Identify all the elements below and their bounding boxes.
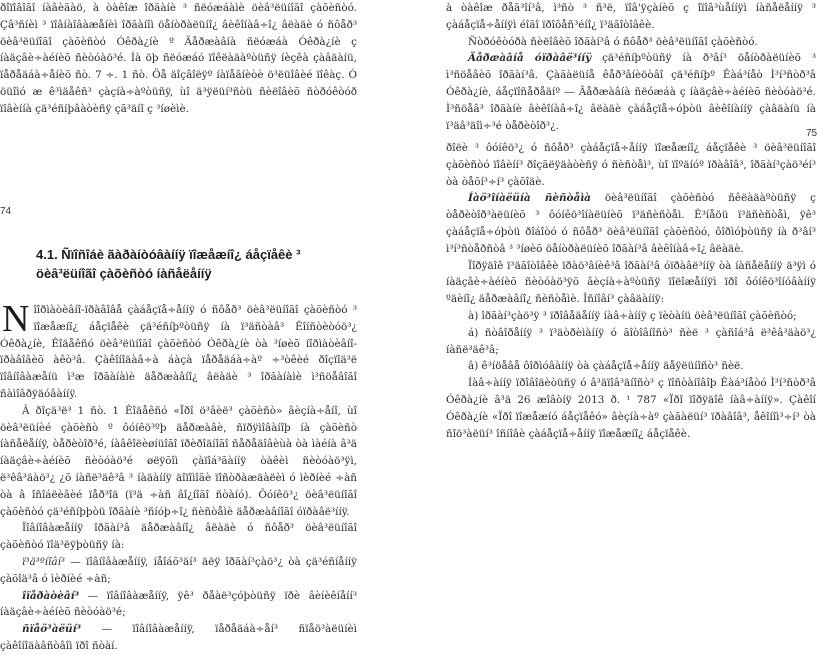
para-1b-text: çä³éñíþºòüñÿ íà ð³âí³ öåíòðàëüíèõ ³ ì³ñöåâèõ îðãàí³â. Çàãàëüíå êåð³âíèöòâî çä³éñíþº Êàá³íåò Ì³í³ñòð³â Óêðà¿íè, áåçïîñåðåäíº — Äåðæàâíà ñëóæáà ç íàäçâè÷àéíèõ ñèòóàö³é. Ì³ñöåâ³ îðãàíè âèêîíàâ÷î¿ âëàäè çàáåçïå÷óþòü âèêîíàííÿ çàâäàíü íà ï³äâ³äîì÷³é òåðèòîð³¿. <box>446 52 816 132</box>
right-para-2b <box>446 190 816 257</box>
section-heading: 4.1. Ñïîñîáè ãàðàíòóâàííÿ ïîæåæíî¿ áåçïåêè ³ öèâ³ëüíîãî çàõèñòó íàñåëåííÿ <box>36 247 301 281</box>
term-1: ï³ä³ºíîâí³ <box>22 555 66 568</box>
right-para-1b <box>446 50 816 134</box>
lead-2: Íàö³îíàëüíà ñèñòåìà <box>468 192 591 205</box>
def-3: — ïîâíîâàæåííÿ, ïåðåäáà÷åí³ ñïåö³àëüíèì çàêîíîäàâñòâîì ïðî ñòàí. <box>0 623 357 652</box>
top-paragraph: ðîïîâîãî íàâèãàö, à òàêîæ îðãàíè ³ ñëóæáàìè öèâ³ëüíîãî çàõèñòó. Çâ³ñíèì ³ ïîâíàîâàæåíèì îðãàíîì öåíòðàëüíî¿ âèêîíàâ÷î¿ âëàäè ó ñôåð³ öèâ³ëüíîãî çàõèñòó Óêðà¿íè º Äåðæàâíà ñëóæáà Óêðà¿íè ç íàäçâè÷àéíèõ ñèòóàö³é. Íà öþ ñëóæáó ïîêëàäàºòüñÿ íèçêà çàâäàíü, ïåðåäáà÷åíèõ ñò. 7 ÷. 1 ñò. Öå äîçâîëÿº íàïåâíèòè ö³ëüîâèé ïîêàç. Ó öüîìó æ ê³ìäåêñ³ çàçíà÷àºòüñÿ, ùî ä³ÿëüí³ñòü ñèëîâèõ ñòðóêòóð ïîâèííà çä³éñíþâàòèñÿ çã³äíî ç ³íøèìè. <box>0 2 357 115</box>
right-para-3: Ïîðÿäîê ï³äãîòîâêè ïðàö³âíèê³â îðãàí³â óïðàâë³ííÿ òà íàñåëåííÿ ä³ÿì ó íàäçâè÷àéíèõ ñèòóàö³ÿõ âèçíà÷àºòüñÿ ïîëîæåííÿì ïðî ôóíêö³îíóâàííÿ ºäèíî¿ äåðæàâíî¿ ñèñòåìè. Îñíîâí³ çàâäàííÿ: <box>446 259 816 306</box>
def-2: — ïîâíîâàæåííÿ, ÿê³ ðåàë³çóþòüñÿ ïðè âèíèêíåíí³ íàäçâè÷àéíèõ ñèòóàö³é; <box>0 589 357 619</box>
term-2: îïåðàòèâí³ <box>22 589 80 602</box>
right-page-top <box>446 0 816 134</box>
para-2b-text: öèâ³ëüíîãî çàõèñòó ñêëàäàºòüñÿ ç òåðèòîð³àëüíèõ ³ ôóíêö³îíàëüíèõ ï³äñèñòåì. Ê³íåöü ï³äñèñòåì, ÿê³ çàáåçïå÷óþòü ðîáîòó ó ñôåð³ öèâ³ëüíîãî çàõèñòó, ôîðìóþòüñÿ íà ð³âí³ ì³í³ñòåðñòâ ³ ³íøèõ öåíòðàëüíèõ îðãàí³â âèêîíàâ÷î¿ âëàäè. <box>446 192 816 255</box>
body-paragraph-3: Ïîâíîâàæåííÿ îðãàí³â äåðæàâíî¿ âëàäè ó ñôåð³ öèâ³ëüíîãî çàõèñòó ïîä³ëÿþòüñÿ íà: <box>0 522 357 552</box>
body-paragraph-1: îîðìàòèâíî-ïðàâîâå çàáåçïå÷åííÿ ó ñôåð³ öèâ³ëüíîãî çàõèñòó ³ ïîæåæíî¿ áåçïåêè çä³éñíþºòüñÿ íà ï³äñòàâ³ Êîíñòèòóö³¿ Óêðà¿íè, Êîäåêñó öèâ³ëüíîãî çàõèñòó Óêðà¿íè òà ³íøèõ íîðìàòèâíî-ïðàâîâèõ àêò³â. Çàêîíîäàâ÷à áàçà ïåðåäáà÷àº ÷³òêèé ðîçïîä³ë ïîâíîâàæåíü ì³æ îðãàíàìè äåðæàâíî¿ âëàäè ³ îðãàíàìè ì³ñöåâîãî ñàìîâðÿäóâàííÿ. <box>0 304 357 400</box>
list-item-c: â) ê³íöåâå ôîðìóâàííÿ òà çàáåçïå÷åííÿ äåÿëüíîñò³ ñèë. <box>468 360 744 373</box>
page-number-right: 75 <box>806 128 817 139</box>
left-page-top-text <box>0 0 357 118</box>
left-page-body <box>0 298 357 655</box>
right-para-4: Íàâ÷àííÿ ïðîâîäèòüñÿ ó â³äïîâ³äíîñò³ ç ïîñòàíîâîþ Êàá³íåòó Ì³í³ñòð³â Óêðà¿íè â³ä 26 æîâòíÿ 2013 ð. ¹ 787 «Ïðî ïîðÿäîê íàâ÷àííÿ». Çàêîí Óêðà¿íè «Ïðî ïîæåæíó áåçïåêó» âèçíà÷àº çàãàëüí³ ïðàâîâ³, åêîíîì³÷í³ òà ñîö³àëüí³ îñíîâè çàáåçïå÷åííÿ ïîæåæíî¿ áåçïåêè. <box>446 377 816 440</box>
definition-item-2 <box>0 588 357 622</box>
page-number-left: 74 <box>0 206 12 217</box>
right-page-body <box>446 140 816 442</box>
term-3: ñïåö³àëüí³ <box>22 623 82 636</box>
list-item-a: à) îðãàí³çàö³ÿ ³ ïðîâåäåííÿ íàâ÷àííÿ ç ïèòàíü öèâ³ëüíîãî çàõèñòó; <box>468 309 797 322</box>
body-paragraph-2: Â ðîçä³ë³ 1 ñò. 1 Êîäåêñó «Ïðî ö³âèë³ çàõèñò» âèçíà÷åíî, ùî öèâ³ëüíèé çàõèñò º ôóíêö³ºþ äåðæàâè, ñïðÿìîâàíîþ íà çàõèñò íàñåëåííÿ, òåðèòîð³é, íàâêîëèøíüîãî ïðèðîäíîãî ñåðåäîâèùà òà ìàéíà â³ä íàäçâè÷àéíèõ ñèòóàö³é øëÿõîì çàïîá³ãàííÿ òàêèì ñèòóàö³ÿì, ë³êâ³äàö³¿ ¿õ íàñë³äê³â ³ íàäàííÿ äîïîìîãè ïîñòðàæäàëèì ó ìèðíèé ÷àñ òà â îñîáëèâèé ïåð³îä (ï³ä ÷àñ âî¿íîãî ñòàíó). Ôóíêö³¿ öèâ³ëüíîãî çàõèñòó çä³éñíþþòü îðãàíè ³ñíóþ÷î¿ ñèñòåìè äåðæàâíîãî óïðàâë³ííÿ. <box>0 404 357 518</box>
right-para-1: Ñòðóêòóðà ñèëîâèõ îðãàí³â ó ñôåð³ öèâ³ëüíîãî çàõèñòó. <box>468 35 758 48</box>
def-1: — ïîâíîâàæåííÿ, íåîáõ³äí³ äëÿ îðãàí³çàö³¿ òà çä³éñíåííÿ çàõîä³â ó ìèðíèé ÷àñ; <box>0 555 357 585</box>
lead-1: Äåðæàâíå óïðàâë³ííÿ <box>468 52 592 65</box>
list-item-b: á) ñòâîðåííÿ ³ ï³äòðèìàííÿ ó ãîòîâíîñò³ ñèë ³ çàñîá³â ë³êâ³äàö³¿ íàñë³äê³â; <box>446 326 816 356</box>
definition-item-3 <box>0 621 357 655</box>
right-top-text: à òàêîæ ðåã³îí³â, ì³ñò ³ ñ³ë, ïîâ'ÿçàíèõ ç îïîâ³ùåííÿì íàñåëåííÿ ³ çàáåçïå÷åííÿì éîãî ïðîôåñ³éíî¿ ï³äãîòîâêè. <box>446 2 816 31</box>
dropcap: N <box>2 298 30 340</box>
right-para-2: ðîëè ³ ôóíêö³¿ ó ñôåð³ çàáåçïå÷åííÿ ïîæåæíî¿ áåçïåêè ³ öèâ³ëüíîãî çàõèñòó ïîâèíí³ ðîçãëÿäàòèñÿ ó ñèñòåì³, ùî ïîºäíóº ïðàâîâ³, îðãàí³çàö³éí³ òà òåõí³÷í³ çàõîäè. <box>446 142 816 188</box>
definition-item-1 <box>0 554 357 588</box>
